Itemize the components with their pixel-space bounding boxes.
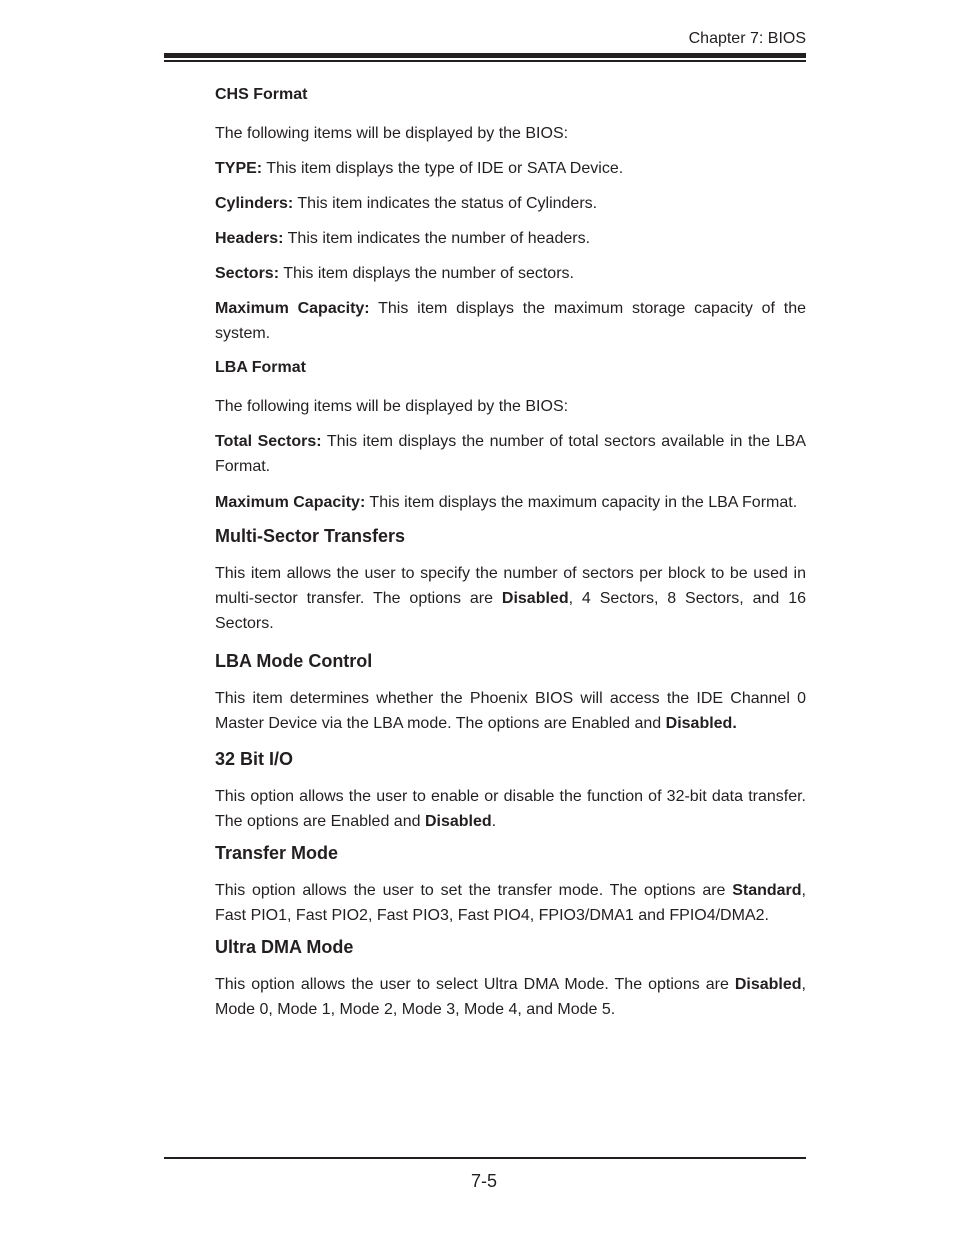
chs-type-term: TYPE: <box>215 160 263 177</box>
ultra-dma-heading: Ultra DMA Mode <box>215 937 354 957</box>
lba-intro: The following items will be displayed by the BIOS: <box>215 398 569 415</box>
lba-mode-heading: LBA Mode Control <box>215 651 373 671</box>
chs-max-capacity-text: This item displays the maximum storage capacity of the system. <box>215 300 807 342</box>
lba-mode-text-part: This item determines whether the Phoenix BIOS will access the IDE Channel 0 Master Device via the LBA mode. The options are Enabled and <box>215 690 806 732</box>
footer-rule <box>164 1157 806 1159</box>
chs-headers-item <box>215 226 806 251</box>
chs-cylinders-term: Cylinders: <box>215 195 294 212</box>
multi-sector-text-part: This item allows the user to specify the number of sectors per block to be used in multi-sector transfer. The options are <box>215 565 806 607</box>
lba-max-capacity-text: This item displays the maximum capacity in the LBA Format. <box>365 494 798 511</box>
bit32-default-option: Disabled <box>424 813 492 830</box>
lba-max-capacity-term: Maximum Capacity: <box>215 494 366 511</box>
chs-headers-text: This item indicates the number of headers. <box>283 230 591 247</box>
page-content <box>215 85 806 1022</box>
chs-max-capacity-term: Maximum Capacity: <box>215 300 370 317</box>
ultra-dma-default-option: Disabled <box>734 976 802 993</box>
lba-total-sectors-item <box>215 429 806 479</box>
lba-mode-default-option: Disabled. <box>665 715 737 732</box>
multi-sector-text-part: , 4 Sectors, 8 Sectors, and 16 Sectors. <box>215 590 806 632</box>
chs-headers-term: Headers: <box>215 230 284 247</box>
header-rule-thin <box>164 60 806 62</box>
chs-max-capacity-item <box>215 296 806 346</box>
lba-total-sectors-term: Total Sectors: <box>215 433 322 450</box>
chapter-label: Chapter 7: BIOS <box>688 30 806 47</box>
multi-sector-default-option: Disabled <box>501 590 569 607</box>
bit32-heading: 32 Bit I/O <box>215 749 294 769</box>
header-rule-thick <box>164 53 806 58</box>
ultra-dma-text <box>215 972 806 1022</box>
page-number: 7-5 <box>470 1171 497 1191</box>
lba-total-sectors-text: This item displays the number of total sectors available in the LBA Format. <box>215 433 807 475</box>
bit32-text <box>215 784 806 834</box>
chs-sectors-text: This item displays the number of sectors. <box>279 265 574 282</box>
lba-format-heading: LBA Format <box>215 359 306 376</box>
chs-sectors-item <box>215 261 806 286</box>
lba-max-capacity-item <box>215 490 806 515</box>
multi-sector-text <box>215 561 806 636</box>
transfer-mode-text-part: , Fast PIO1, Fast PIO2, Fast PIO3, Fast PIO4, FPIO3/DMA1 and FPIO4/DMA2. <box>215 882 806 924</box>
transfer-mode-text-part: This option allows the user to set the transfer mode. The options are <box>215 882 733 899</box>
chs-intro: The following items will be displayed by the BIOS: <box>215 125 569 142</box>
transfer-mode-text <box>215 878 806 928</box>
chs-format-heading: CHS Format <box>215 86 308 103</box>
transfer-mode-heading: Transfer Mode <box>215 843 339 863</box>
transfer-mode-default-option: Standard <box>732 882 802 899</box>
ultra-dma-text-part: , Mode 0, Mode 1, Mode 2, Mode 3, Mode 4, and Mode 5. <box>215 976 806 1018</box>
chs-sectors-term: Sectors: <box>215 265 280 282</box>
multi-sector-heading: Multi-Sector Transfers <box>215 526 406 546</box>
bit32-text-part: This option allows the user to enable or disable the function of 32-bit data transfer. The options are Enabled and <box>215 788 806 830</box>
chs-type-item <box>215 156 806 181</box>
chs-cylinders-text: This item indicates the status of Cylinders. <box>293 195 598 212</box>
bit32-text-part: . <box>491 813 497 830</box>
ultra-dma-text-part: This option allows the user to select Ultra DMA Mode. The options are <box>215 976 735 993</box>
chs-type-text: This item displays the type of IDE or SATA Device. <box>262 160 624 177</box>
chs-cylinders-item <box>215 191 806 216</box>
lba-mode-text <box>215 686 806 736</box>
